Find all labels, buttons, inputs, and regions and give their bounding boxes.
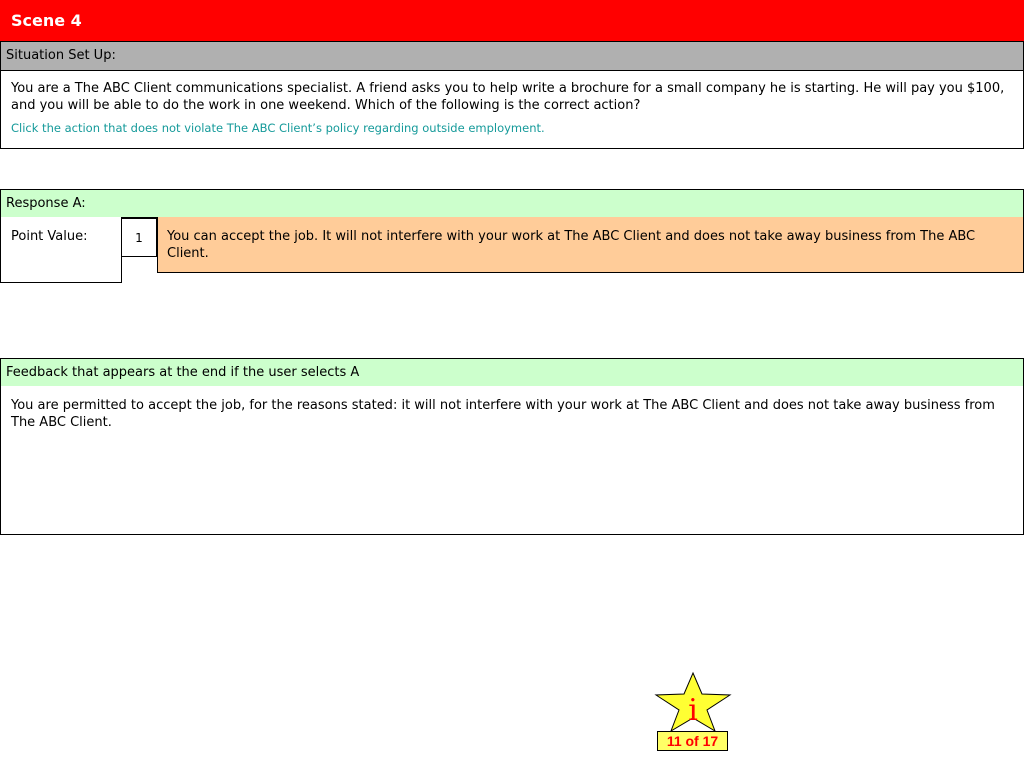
scene-title: Scene 4 <box>11 11 82 30</box>
situation-setup-body <box>0 71 1024 149</box>
title-bar <box>0 0 1024 42</box>
situation-text: You are a The ABC Client communications specialist. A friend asks you to help write a brochure for a small company he is starting. He will pay you $100, and you will be able to do the work in one weekend. Which of the following is the correct action? <box>11 81 1005 113</box>
info-letter: i <box>688 693 698 728</box>
instruction-text: Click the action that does not violate The ABC Client’s policy regarding outside employment. <box>11 121 545 135</box>
point-value-field[interactable]: 1 <box>121 218 157 257</box>
point-value-label: Point Value: <box>0 217 122 283</box>
star-shape <box>654 671 732 733</box>
info-star-icon[interactable] <box>654 671 732 733</box>
feedback-body: You are permitted to accept the job, for the reasons stated: it will not interfere with your work at The ABC Client and does not take away business from The ABC Client. <box>0 386 1024 535</box>
response-a-option[interactable]: You can accept the job. It will not interfere with your work at The ABC Client and does not take away business from The ABC Client. <box>157 217 1024 273</box>
response-a-header: Response A: <box>0 189 1024 218</box>
situation-setup-header: Situation Set Up: <box>0 42 1024 71</box>
feedback-header: Feedback that appears at the end if the user selects A <box>0 358 1024 387</box>
page-counter: 11 of 17 <box>657 731 728 751</box>
